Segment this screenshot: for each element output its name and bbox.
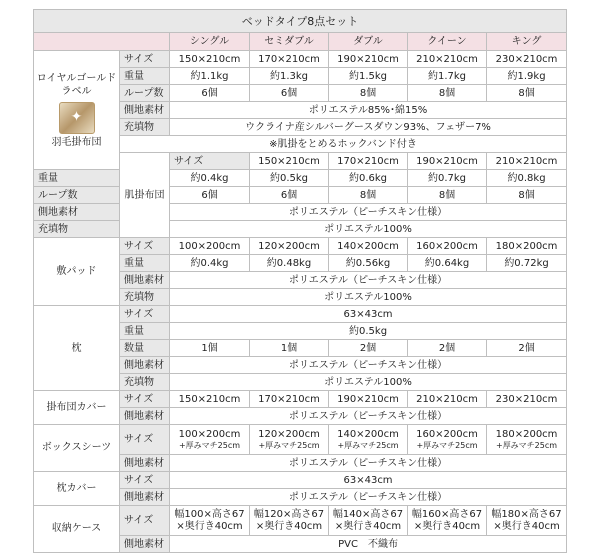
row-label: 重量 <box>120 255 170 272</box>
row-label: ループ数 <box>120 85 170 102</box>
row-label: 側地素材 <box>120 489 170 506</box>
row-label: 数量 <box>120 340 170 357</box>
cell: 230×210cm <box>487 391 567 408</box>
cell: 63×43cm <box>170 472 567 489</box>
row-label: 充填物 <box>120 374 170 391</box>
row-label: ループ数 <box>34 187 120 204</box>
row-label: 側地素材 <box>120 536 170 553</box>
cell: ポリエステル100% <box>170 221 567 238</box>
cell: 150×210cm <box>250 153 329 170</box>
row-label: 側地素材 <box>120 272 170 289</box>
cell: 190×210cm <box>408 153 487 170</box>
cell: 6個 <box>250 187 329 204</box>
cell: 約1.9kg <box>487 68 567 85</box>
duvet-name: 羽毛掛布団 <box>51 136 102 148</box>
cell: 2個 <box>487 340 567 357</box>
row-label: サイズ <box>120 425 170 455</box>
cell: 約0.8kg <box>487 170 567 187</box>
cell: 8個 <box>408 85 487 102</box>
cell: 約0.7kg <box>408 170 487 187</box>
cell: 63×43cm <box>170 306 567 323</box>
cell: ポリエステル（ピーチスキン仕様） <box>170 357 567 374</box>
size-header: クイーン <box>408 33 487 51</box>
cell: 150×210cm <box>170 51 250 68</box>
row-label: サイズ <box>170 153 250 170</box>
table-title: ベッドタイプ8点セット <box>34 10 567 33</box>
category-storage-case: 収納ケース <box>34 506 120 553</box>
cell: 約0.5kg <box>250 170 329 187</box>
cell <box>408 506 487 536</box>
cell: 2個 <box>408 340 487 357</box>
cell-sub: +厚みマチ25cm <box>178 440 241 450</box>
cell-sub: +厚みマチ25cm <box>416 440 478 450</box>
cell: 約0.4kg <box>170 170 250 187</box>
row-label: 側地素材 <box>120 408 170 425</box>
cell: 170×210cm <box>329 153 408 170</box>
cell <box>250 425 329 455</box>
cell: 180×200cm <box>487 238 567 255</box>
cell <box>487 425 567 455</box>
bedding-spec-table <box>33 9 566 553</box>
cell <box>408 425 487 455</box>
cell-line1: 幅100×高さ67 <box>174 508 245 520</box>
size-header: セミダブル <box>250 33 329 51</box>
cell-line2: ×奥行き40cm <box>413 520 481 532</box>
cell-sub: +厚みマチ25cm <box>258 440 320 450</box>
row-label: 側地素材 <box>34 204 120 221</box>
cell: 210×210cm <box>408 391 487 408</box>
row-label: 側地素材 <box>120 357 170 374</box>
cell: PVC 不織布 <box>170 536 567 553</box>
row-label: 重量 <box>120 323 170 340</box>
gold-label-emblem-icon: ✦ <box>59 102 95 134</box>
cell-line2: ×奥行き40cm <box>255 520 323 532</box>
row-label: 側地素材 <box>120 455 170 472</box>
cell-line2: ×奥行き40cm <box>176 520 243 532</box>
cell-line1: 幅180×高さ67 <box>491 508 562 520</box>
cell-main: 100×200cm <box>178 428 241 440</box>
cell: 8個 <box>487 187 567 204</box>
row-label: サイズ <box>120 238 170 255</box>
size-header-row <box>34 33 567 51</box>
row-label: 充填物 <box>120 119 170 136</box>
duvet-note: ※肌掛をとめるホックバンド付き <box>120 136 567 153</box>
size-header: ダブル <box>329 33 408 51</box>
category-pillow-cover: 枕カバー <box>34 472 120 506</box>
category-duvet <box>34 51 120 170</box>
category-pad: 敷パッド <box>34 238 120 306</box>
category-comforter: 肌掛布団 <box>120 153 170 238</box>
cell-line2: ×奥行き40cm <box>493 520 560 532</box>
row-label: サイズ <box>120 506 170 536</box>
row-label: 充填物 <box>34 221 120 238</box>
cell: 190×210cm <box>329 391 408 408</box>
cell-line1: 幅160×高さ67 <box>411 508 483 520</box>
cell-main: 160×200cm <box>416 428 478 440</box>
row-label: 重量 <box>34 170 120 187</box>
cell: ウクライナ産シルバーグースダウン93%、フェザー7% <box>170 119 567 136</box>
cell: 8個 <box>487 85 567 102</box>
category-duvet-cover: 掛布団カバー <box>34 391 120 425</box>
cell: 170×210cm <box>250 51 329 68</box>
cell: 230×210cm <box>487 51 567 68</box>
cell <box>170 506 250 536</box>
cell: 約0.64kg <box>408 255 487 272</box>
row-label: サイズ <box>120 306 170 323</box>
cell <box>329 425 408 455</box>
cell-line1: 幅120×高さ67 <box>253 508 325 520</box>
cell: 約0.48kg <box>250 255 329 272</box>
cell-main: 180×200cm <box>495 428 558 440</box>
duvet-label-name: ロイヤルゴールド ラベル <box>36 72 117 97</box>
cell-sub: +厚みマチ25cm <box>337 440 399 450</box>
cell: 120×200cm <box>250 238 329 255</box>
cell: ポリエステル100% <box>170 289 567 306</box>
cell: 約1.1kg <box>170 68 250 85</box>
cell: 1個 <box>250 340 329 357</box>
cell: 6個 <box>170 85 250 102</box>
row-label: 重量 <box>120 68 170 85</box>
size-header: シングル <box>170 33 250 51</box>
cell: ポリエステル100% <box>170 374 567 391</box>
cell: ポリエステル（ピーチスキン仕様） <box>170 272 567 289</box>
row-label: サイズ <box>120 472 170 489</box>
cell: 8個 <box>408 187 487 204</box>
cell: ポリエステル（ピーチスキン仕様） <box>170 408 567 425</box>
cell: 約0.56kg <box>329 255 408 272</box>
cell: ポリエステル（ピーチスキン仕様） <box>170 204 567 221</box>
cell: 1個 <box>170 340 250 357</box>
row-label: サイズ <box>120 391 170 408</box>
cell: 8個 <box>329 85 408 102</box>
cell-line1: 幅140×高さ67 <box>332 508 404 520</box>
size-header: キング <box>487 33 567 51</box>
cell: 160×200cm <box>408 238 487 255</box>
cell: 210×210cm <box>408 51 487 68</box>
cell: 約0.5kg <box>170 323 567 340</box>
row-label: 側地素材 <box>120 102 170 119</box>
cell <box>487 506 567 536</box>
cell: ポリエステル85%･綿15% <box>170 102 567 119</box>
cell-main: 120×200cm <box>258 428 320 440</box>
cell: 170×210cm <box>250 391 329 408</box>
cell: ポリエステル（ピーチスキン仕様） <box>170 455 567 472</box>
cell: 210×210cm <box>487 153 567 170</box>
cell: 6個 <box>250 85 329 102</box>
cell <box>250 506 329 536</box>
cell <box>329 506 408 536</box>
cell: 約1.3kg <box>250 68 329 85</box>
cell: 8個 <box>329 187 408 204</box>
cell: ポリエステル（ピーチスキン仕様） <box>170 489 567 506</box>
row-label: サイズ <box>120 51 170 68</box>
cell-main: 140×200cm <box>337 428 399 440</box>
cell: 150×210cm <box>170 391 250 408</box>
row-label: 充填物 <box>120 289 170 306</box>
cell: 約0.4kg <box>170 255 250 272</box>
cell-sub: +厚みマチ25cm <box>495 440 558 450</box>
cell: 100×200cm <box>170 238 250 255</box>
cell: 約0.72kg <box>487 255 567 272</box>
category-pillow: 枕 <box>34 306 120 391</box>
cell: 140×200cm <box>329 238 408 255</box>
cell: 約1.7kg <box>408 68 487 85</box>
cell: 約1.5kg <box>329 68 408 85</box>
cell <box>170 425 250 455</box>
cell: 190×210cm <box>329 51 408 68</box>
category-box-sheets: ボックスシーツ <box>34 425 120 472</box>
cell: 2個 <box>329 340 408 357</box>
cell: 6個 <box>170 187 250 204</box>
cell-line2: ×奥行き40cm <box>334 520 402 532</box>
cell: 約0.6kg <box>329 170 408 187</box>
